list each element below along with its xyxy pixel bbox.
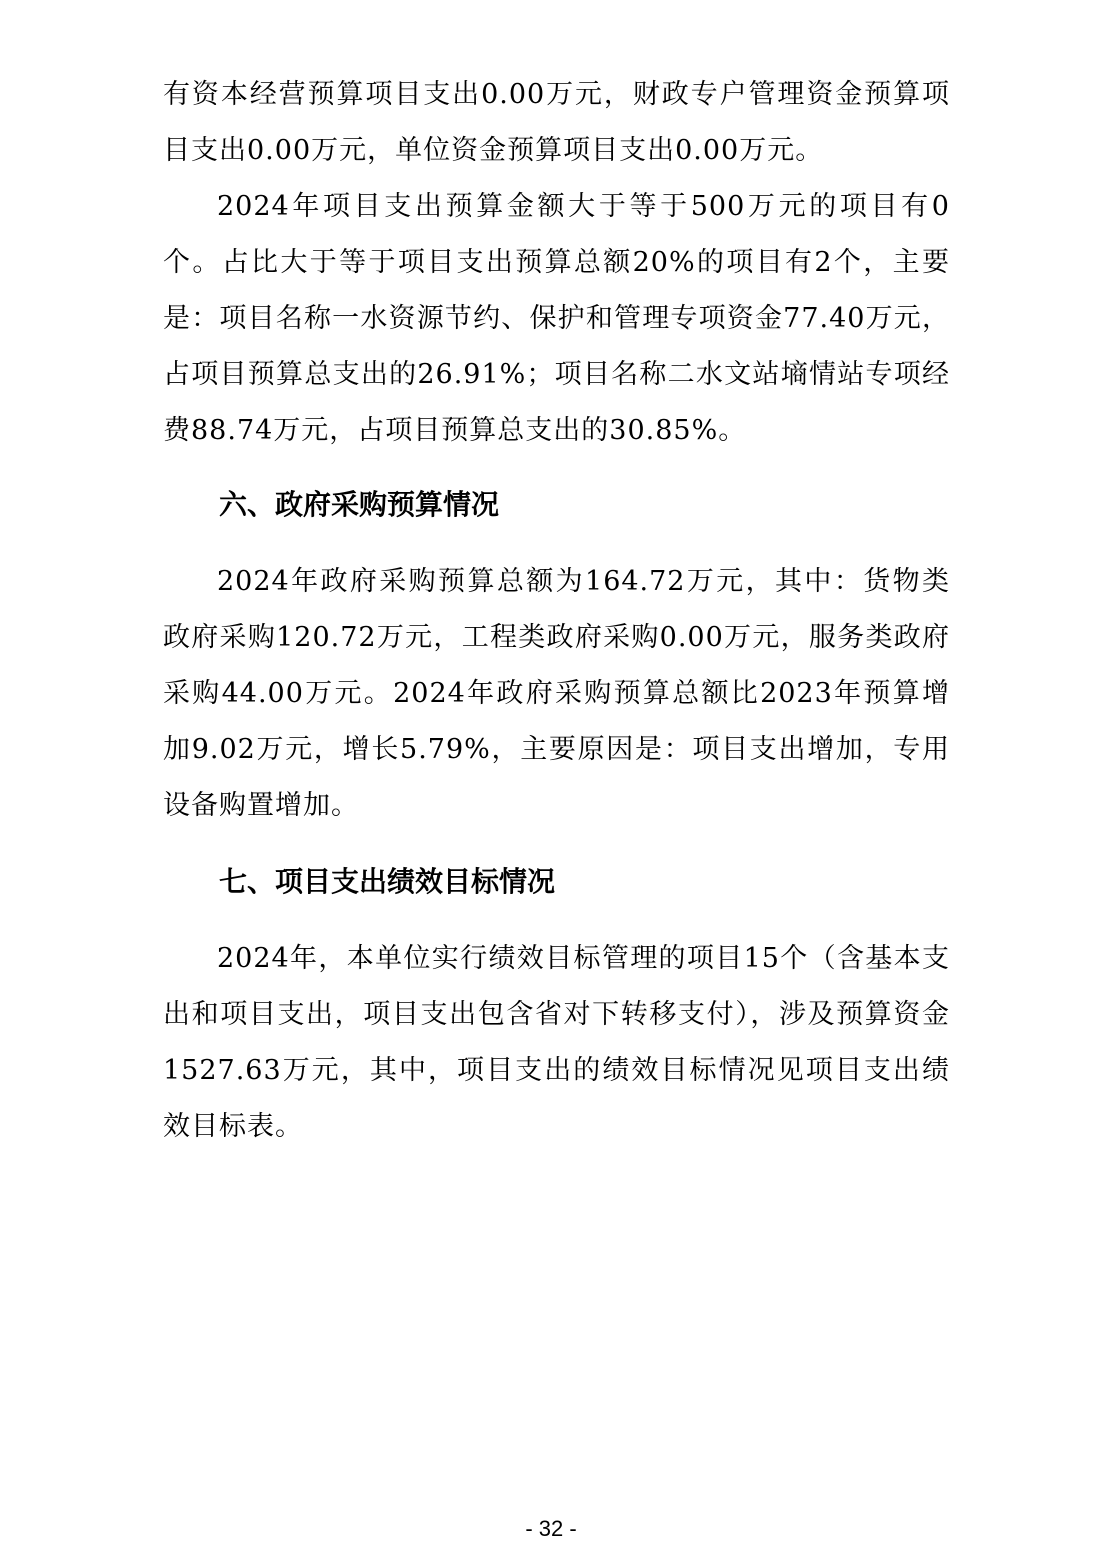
paragraph-performance-targets: 2024年，本单位实行绩效目标管理的项目15个（含基本支出和项目支出，项目支出包含省对下转移支付），涉及预算资金1527.63万元，其中，项目支出的绩效目标情况见项目支出绩效目标表。 — [163, 943, 950, 1142]
page-number: - 32 - — [525, 1516, 577, 1541]
paragraph-government-procurement: 2024年政府采购预算总额为164.72万元，其中：货物类政府采购120.72万元，工程类政府采购0.00万元，服务类政府采购44.00万元。2024年政府采购预算总额比2023年预算增加9.02万元，增长5.79%，主要原因是：项目支出增加，专用设备购置增加。 — [163, 566, 950, 821]
paragraph-project-expenditure-summary: 2024年项目支出预算金额大于等于500万元的项目有0个。占比大于等于项目支出预算总额20%的项目有2个，主要是：项目名称一水资源节约、保护和管理专项资金77.40万元，占项目预算总支出的26.91%；项目名称二水文站墒情站专项经费88.74万元，占项目预算总支出的30.85%。 — [163, 191, 950, 446]
paragraph-capital-budget-continuation: 有资本经营预算项目支出0.00万元，财政专户管理资金预算项目支出0.00万元，单位资金预算项目支出0.00万元。 — [163, 79, 950, 166]
heading-government-procurement: 六、政府采购预算情况 — [219, 488, 500, 521]
heading-performance-targets: 七、项目支出绩效目标情况 — [219, 865, 556, 898]
